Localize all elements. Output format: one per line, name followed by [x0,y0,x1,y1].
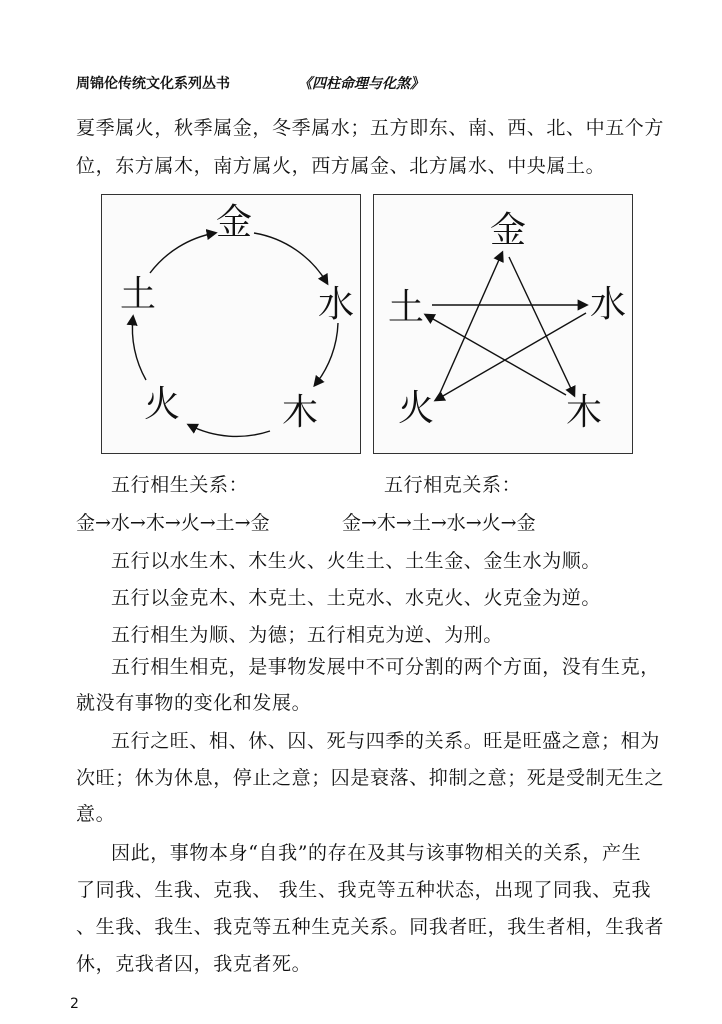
para-self-line-1: 因此，事物本身“自我”的存在及其与该事物相关的关系，产生 [111,842,642,864]
arrow-huo-jin [440,253,502,393]
element-water: 水 [590,284,627,325]
para-sheng-ke-line-2: 就没有事物的变化和发展。 [76,692,312,714]
para-seasons-line-3: 意。 [76,803,116,825]
element-metal: 金 [216,202,253,243]
para-self-line-4: 休，克我者囚，我克者死。 [76,953,312,975]
page-number: 2 [70,996,79,1012]
arrow-tu-jin [150,233,215,273]
para-sheng-ke-line-1: 五行相生相克，是事物发展中不可分割的两个方面，没有生克， [111,656,660,678]
generation-chain: 金→水→木→火→土→金 [76,512,270,534]
intro-line-2: 位，东方属木，南方属火，西方属金、北方属水、中央属土。 [76,155,606,177]
arrow-huo-tu [132,317,146,380]
series-title: 周锦伦传统文化系列丛书 [76,76,230,92]
generation-diagram [101,194,361,454]
restraint-diagram [373,194,633,454]
para-virtue: 五行相生为顺、为德；五行相克为逆、为刑。 [111,624,504,646]
para-seasons-line-2: 次旺；休为休息，停止之意；囚是衰落、抑制之意；死是受制无生之 [76,767,665,789]
element-earth: 土 [120,274,157,315]
element-wood: 木 [566,392,603,433]
restraint-chain: 金→木→土→水→火→金 [342,512,536,534]
element-water: 水 [318,284,355,325]
element-metal: 金 [490,210,527,251]
generation-caption: 五行相生关系： [111,474,249,496]
element-fire: 火 [144,384,181,425]
restraint-caption: 五行相克关系： [384,474,522,496]
intro-line-1: 夏季属火，秋季属金，冬季属水；五方即东、南、西、北、中五个方 [76,117,665,139]
para-self-line-3: 、生我、我生、我克等五种生克关系。同我者旺，我生者相，生我者 [76,916,665,938]
para-reverse: 五行以金克木、木克土、土克水、水克火、火克金为逆。 [111,587,602,609]
arrow-mu-huo [189,425,270,436]
element-wood: 木 [282,392,319,433]
running-header [76,73,662,97]
book-title: 《四柱命理与化煞》 [298,76,424,92]
arrow-jin-shui [254,233,327,283]
para-order: 五行以水生木、木生火、火生土、土生金、金生水为顺。 [111,550,602,572]
element-earth: 土 [388,287,425,328]
para-self-line-2: 了同我、生我、克我、 我生、我克等五种状态，出现了同我、克我 [76,879,652,901]
element-fire: 火 [398,388,435,429]
para-seasons-line-1: 五行之旺、相、休、囚、死与四季的关系。旺是旺盛之意；相为 [111,730,660,752]
arrow-shui-huo [436,313,586,400]
arrow-mu-tu [426,315,566,395]
arrow-shui-mu [315,323,338,385]
